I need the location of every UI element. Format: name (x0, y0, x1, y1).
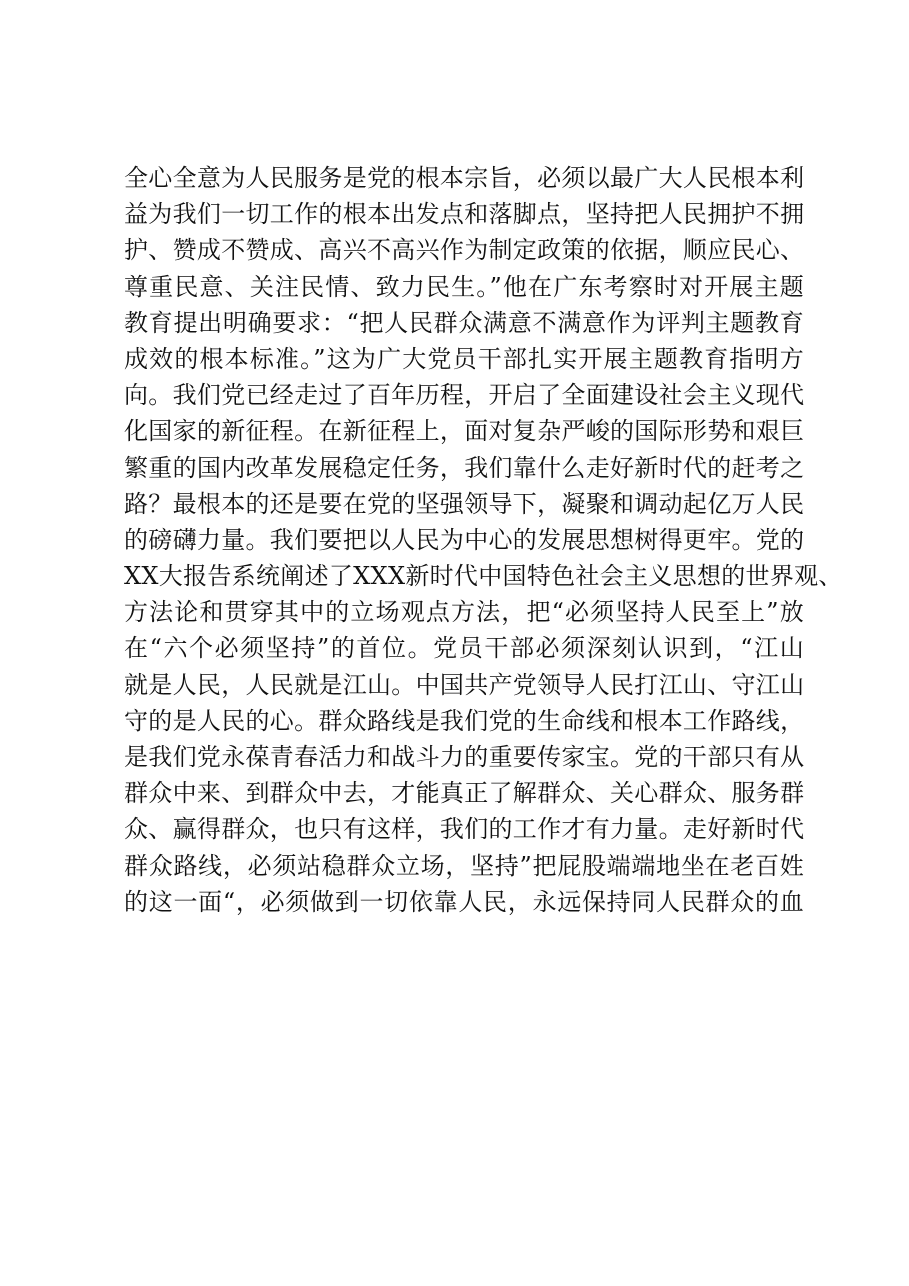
paragraph-line: 的磅礴力量。我们要把以人民为中心的发展思想树得更牢。党的 (124, 525, 805, 554)
paragraph-line: 守的是人民的心。群众路线是我们党的生命线和根本工作路线， (124, 706, 805, 735)
paragraph-line: XX大报告系统阐述了XXX新时代中国特色社会主义思想的世界观、 (124, 562, 843, 591)
paragraph-line: 繁重的国内改革发展稳定任务，我们靠什么走好新时代的赶考之 (124, 453, 805, 482)
paragraph-line: 尊重民意、关注民情、致力民生。”他在广东考察时对开展主题 (124, 272, 804, 301)
paragraph-line: 方法论和贯穿其中的立场观点方法，把“必须坚持人民至上”放 (124, 598, 804, 627)
paragraph-line: 众、赢得群众，也只有这样，我们的工作才有力量。走好新时代 (124, 815, 805, 844)
paragraph-line: 路？最根本的还是要在党的坚强领导下，凝聚和调动起亿万人民 (124, 489, 805, 518)
paragraph-line: 教育提出明确要求：“把人民群众满意不满意作为评判主题教育 (124, 308, 804, 337)
paragraph-line: 就是人民，人民就是江山。中国共产党领导人民打江山、守江山 (124, 670, 805, 699)
paragraph-line: 向。我们党已经走过了百年历程，开启了全面建设社会主义现代 (124, 381, 805, 410)
paragraph-line: 的这一面“，必须做到一切依靠人民，永远保持同人民群众的血 (124, 887, 804, 916)
paragraph-line: 是我们党永葆青春活力和战斗力的重要传家宝。党的干部只有从 (124, 743, 805, 771)
paragraph-line: 在“六个必须坚持”的首位。党员干部必须深刻认识到，“江山 (124, 634, 804, 663)
body-paragraph (124, 160, 843, 920)
paragraph-line: 全心全意为人民服务是党的根本宗旨，必须以最广大人民根本利 (124, 164, 805, 192)
paragraph-line: 护、赞成不赞成、高兴不高兴作为制定政策的依据，顺应民心、 (124, 236, 805, 265)
paragraph-line: 益为我们一切工作的根本出发点和落脚点，坚持把人民拥护不拥 (124, 200, 805, 229)
paragraph-line: 群众中来、到群众中去，才能真正了解群众、关心群众、服务群 (124, 779, 805, 808)
paragraph-line: 群众路线，必须站稳群众立场，坚持”把屁股端端地坐在老百姓 (124, 851, 804, 880)
paragraph-line: 化国家的新征程。在新征程上，面对复杂严峻的国际形势和艰巨 (124, 417, 805, 446)
paragraph-line: 成效的根本标准。”这为广大党员干部扎实开展主题教育指明方 (124, 344, 804, 373)
